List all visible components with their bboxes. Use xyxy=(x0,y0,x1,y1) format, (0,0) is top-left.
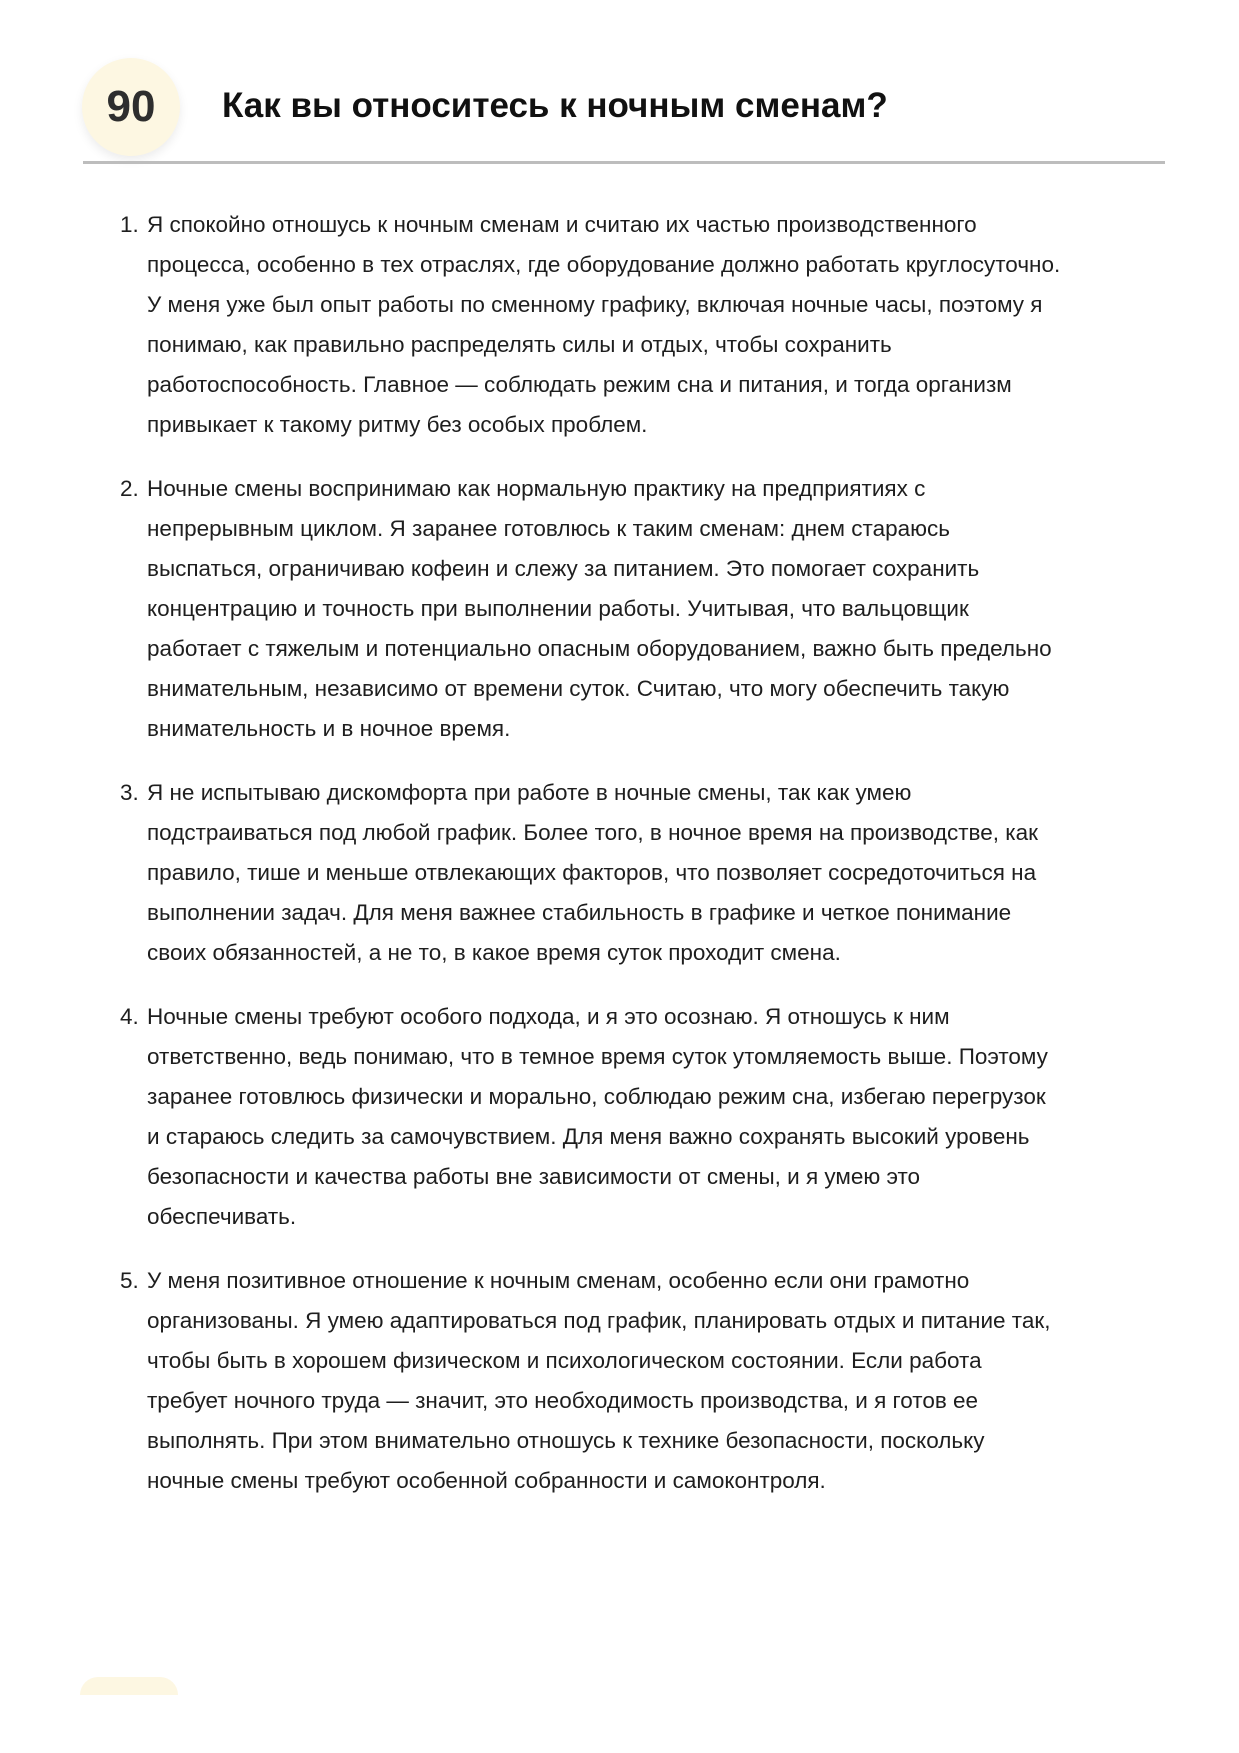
answer-text-line: понимаю, как правильно распределять силы и отдых, чтобы сохранить xyxy=(147,332,892,357)
answer-text-line: правило, тише и меньше отвлекающих факторов, что позволяет сосредоточиться на xyxy=(147,860,1037,885)
answer-text-line: У меня уже был опыт работы по сменному графику, включая ночные часы, поэтому я xyxy=(147,292,1043,317)
answer-text-line: Ночные смены требуют особого подхода, и я это осознаю. Я отношусь к ним xyxy=(147,1004,950,1029)
answer-text-line: концентрацию и точность при выполнении работы. Учитывая, что вальцовщик xyxy=(147,596,969,621)
answer-text-line: работает с тяжелым и потенциально опасным оборудованием, важно быть предельно xyxy=(147,636,1052,661)
answer-text-line: привыкает к такому ритму без особых проблем. xyxy=(147,412,648,437)
answer-item xyxy=(115,1261,1175,1501)
answer-text-line: требует ночного труда — значит, это необходимость производства, и я готов ее xyxy=(147,1388,979,1413)
answer-number: 4. xyxy=(120,1004,139,1029)
answer-text-line: выспаться, ограничиваю кофеин и слежу за питанием. Это помогает сохранить xyxy=(147,556,980,581)
answer-text-line: работоспособность. Главное — соблюдать режим сна и питания, и тогда организм xyxy=(147,372,1012,397)
answer-text-line: безопасности и качества работы вне зависимости от смены, и я умею это xyxy=(147,1164,921,1189)
next-question-badge xyxy=(80,1677,178,1695)
answer-text-line: ответственно, ведь понимаю, что в темное время суток утомляемость выше. Поэтому xyxy=(147,1044,1048,1069)
answer-number: 2. xyxy=(120,476,139,501)
answer-text-line: выполнении задач. Для меня важнее стабильность в графике и четкое понимание xyxy=(147,900,1012,925)
answer-text-line: процесса, особенно в тех отраслях, где оборудование должно работать круглосуточно. xyxy=(147,252,1061,277)
answer-number: 1. xyxy=(120,212,139,237)
answers-list xyxy=(115,205,1175,1525)
answer-text-line: У меня позитивное отношение к ночным сменам, особенно если они грамотно xyxy=(147,1268,970,1293)
title-divider xyxy=(83,161,1165,164)
answer-text-line: выполнять. При этом внимательно отношусь к технике безопасности, поскольку xyxy=(147,1428,985,1453)
answer-text-line: Я не испытываю дискомфорта при работе в ночные смены, так как умею xyxy=(147,780,912,805)
answer-text-line: внимательность и в ночное время. xyxy=(147,716,511,741)
answer-text-line: обеспечивать. xyxy=(147,1204,297,1229)
answer-text-line: Я спокойно отношусь к ночным сменам и считаю их частью производственного xyxy=(147,212,977,237)
answer-text-line: заранее готовлюсь физически и морально, соблюдаю режим сна, избегаю перегрузок xyxy=(147,1084,1046,1109)
answer-item xyxy=(115,997,1175,1237)
answer-text-line: ночные смены требуют особенной собранности и самоконтроля. xyxy=(147,1468,826,1493)
answer-text-line: внимательным, независимо от времени суток. Считаю, что могу обеспечить такую xyxy=(147,676,1010,701)
answer-text-line: Ночные смены воспринимаю как нормальную практику на предприятиях с xyxy=(147,476,926,501)
answer-text-line: своих обязанностей, а не то, в какое время суток проходит смена. xyxy=(147,940,841,965)
answer-item xyxy=(115,469,1175,749)
question-title: Как вы относитесь к ночным сменам? xyxy=(222,86,888,125)
question-number-badge: 90 xyxy=(82,58,180,156)
answer-text-line: непрерывным циклом. Я заранее готовлюсь к таким сменам: днем стараюсь xyxy=(147,516,950,541)
answer-item xyxy=(115,773,1175,973)
answer-text-line: подстраиваться под любой график. Более того, в ночное время на производстве, как xyxy=(147,820,1038,845)
answer-number: 5. xyxy=(120,1268,139,1293)
answer-text-line: и стараюсь следить за самочувствием. Для меня важно сохранять высокий уровень xyxy=(147,1124,1030,1149)
answer-number: 3. xyxy=(120,780,139,805)
answer-item xyxy=(115,205,1175,445)
answer-text-line: организованы. Я умею адаптироваться под график, планировать отдых и питание так, xyxy=(147,1308,1051,1333)
answer-text-line: чтобы быть в хорошем физическом и психологическом состоянии. Если работа xyxy=(147,1348,982,1373)
